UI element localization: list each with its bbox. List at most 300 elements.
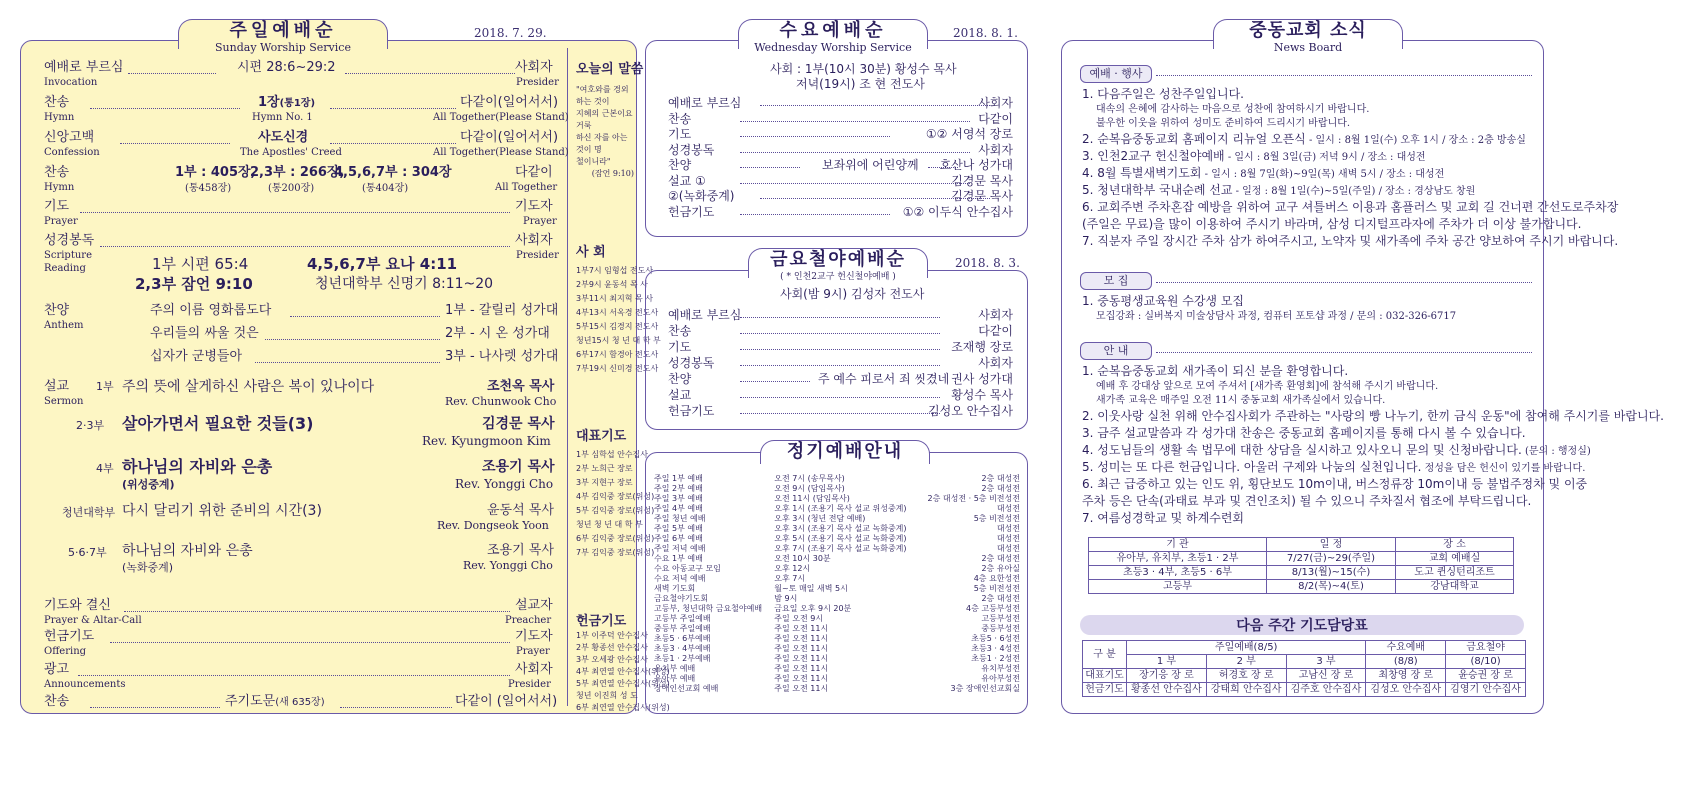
news-item [1082, 86, 1244, 102]
sunday-title-tab [178, 19, 388, 54]
rep-item: 5부 김익중 장로(위성) [576, 506, 655, 515]
hymn-number-en: Hymn No. 1 [252, 112, 313, 123]
camp-header [1089, 538, 1514, 552]
schedule-row [652, 624, 1022, 634]
sermon-preacher1: 조천옥 목사 [487, 379, 555, 394]
hymn-en: Hymn [44, 112, 75, 123]
leader-dots [340, 707, 452, 708]
reading-en2: Reading [44, 263, 86, 274]
schedule-time: 오전 7시 (송무목사) [774, 474, 845, 483]
sermon-title1: 주의 뜻에 살게하신 사람은 복이 있나이다 [122, 379, 375, 395]
schedule-place: 중등부성전 [981, 624, 1020, 633]
news-item [1082, 425, 1526, 441]
mc-item: 4부13시 서옥경 전도사 [576, 308, 659, 317]
leader-dots [100, 246, 510, 247]
schedule-place: 2층 대성전 [981, 554, 1020, 563]
service-item-label: 기도 [668, 340, 692, 354]
hymn-label: 찬송 [44, 95, 70, 110]
prayer-duty-banner [1080, 615, 1524, 635]
sermon-preacher567: 조용기 목사 [487, 543, 554, 558]
leader-dots [290, 316, 440, 317]
camp-table [1088, 537, 1514, 594]
leader-dots [90, 108, 240, 109]
service-item-role: 다같이 [978, 111, 1013, 126]
confession-role-en: All Together(Please Stand) [433, 147, 569, 158]
section-rule [1156, 75, 1532, 76]
schedule-row [652, 484, 1022, 494]
sunday-date: 2018. 7. 29. [474, 26, 547, 40]
off-item: 2부 황종선 안수집사 [576, 643, 648, 652]
schedule-service: 유치부 예배 [654, 664, 696, 673]
hymn-role-en: All Together(Please Stand) [433, 112, 569, 123]
mc-item: 7부19시 신미경 전도사 [576, 364, 659, 373]
schedule-row [652, 544, 1022, 554]
pray-header-cell: 3 부 [1286, 655, 1366, 669]
pray-header-cell: (8/10) [1446, 655, 1526, 669]
pray-cell: 김주호 안수집사 [1286, 683, 1366, 697]
schedule-row [652, 674, 1022, 684]
news-title-tab [1213, 19, 1403, 54]
schedule-row [652, 644, 1022, 654]
schedule-service: 금요철야기도회 [654, 594, 709, 603]
sermon-preacher567-en: Rev. Yonggi Cho [463, 559, 553, 572]
schedule-time: 금요일 오후 9시 20분 [774, 604, 852, 613]
service-item-label: 찬송 [668, 111, 692, 126]
pray-header-cell: 금요철야 [1446, 641, 1526, 655]
confession-en: Confession [44, 147, 100, 158]
friday-presider: 사회(밤 9시) 김성자 전도사 [780, 287, 925, 301]
schedule-place: 3층 장애인선교회실 [950, 684, 1020, 693]
today-word-title: 오늘의 말씀 [576, 62, 644, 77]
leader-dots [740, 214, 890, 215]
reading-part1: 1부 시편 65:4 [152, 255, 249, 273]
pray-header-cell: 구 분 [1083, 641, 1127, 669]
news-item-title: 2. 이웃사랑 실천 위해 안수집사회가 주관하는 "사랑의 빵 나누기, 한끼 금식 운동"에 참여해 주시기를 바랍니다. [1082, 409, 1664, 423]
schedule-time: 오전 11시 (담임목사) [774, 494, 850, 503]
section-worship-events: 예배 · 행사 [1080, 65, 1152, 83]
friday-title: 금요철야예배순 [770, 249, 906, 270]
service-item-label: ②(녹화중계) [668, 189, 735, 203]
anthem-choir2: 2부 - 시 온 성가대 [445, 326, 550, 341]
service-item-role: 사회자 [978, 308, 1013, 322]
leader-dots [265, 339, 440, 340]
sunday-subtitle: Sunday Worship Service [215, 41, 351, 54]
hymn-old3: (통404장) [362, 183, 409, 194]
leader-dots [330, 108, 456, 109]
service-item-label: 성경봉독 [668, 356, 715, 370]
schedule-time: 주일 오전 11시 [774, 664, 829, 673]
announce-en: Announcements [44, 679, 126, 690]
mc-item: 2부9시 윤동석 목 사 [576, 280, 648, 289]
sermon-label: 설교 [44, 379, 70, 394]
hymn-old2: (통200장) [268, 183, 315, 194]
section-rule [1156, 352, 1532, 353]
news-item-detail: - 일시 : 8월 1일(수) 오후 1시 / 장소 : 2층 방송실 [1305, 135, 1526, 146]
schedule-service: 고등부 주일예배 [654, 614, 711, 623]
friday-subtitle: ( * 인천2교구 헌신철야예배 ) [780, 272, 896, 282]
news-item [1082, 131, 1526, 149]
news-item [1082, 363, 1348, 379]
regular-schedule [652, 474, 1022, 694]
schedule-time: 오후 7시 [774, 574, 806, 583]
schedule-service: 고등부, 청년대학 금요철야예배 [654, 604, 763, 613]
service-item-role: 사회자 [978, 356, 1013, 370]
offering-label: 헌금기도 [44, 629, 95, 644]
news-item-title: 4. 8월 특별새벽기도회 [1082, 166, 1202, 180]
sermon-part-youth: 청년대학부 [62, 506, 116, 519]
news-item-title: 7. 여름성경학교 및 하계수련회 [1082, 511, 1244, 525]
news-item-detail: - 일정 : 8월 1일(수)~5일(주일) / 장소 : 경상남도 창원 [1232, 186, 1476, 197]
schedule-row [652, 614, 1022, 624]
service-item-label: 예배로 부르심 [668, 308, 742, 322]
wednesday-date: 2018. 8. 1. [953, 26, 1018, 40]
news-item [1082, 476, 1587, 492]
hymn-role: 다같이 [515, 165, 553, 180]
hymn-label: 찬송 [44, 165, 70, 180]
service-item-label: 찬양 [668, 158, 692, 172]
invocation-label: 예배로 부르심 [44, 60, 124, 75]
rep-item: 1부 심학섭 안수집사 [576, 450, 648, 459]
pray-header-cell: 주일예배(8/5) [1127, 641, 1366, 655]
schedule-service: 수요 아동교구 모임 [654, 564, 721, 573]
pray-cell: 헌금기도 [1083, 683, 1127, 697]
news-item-sub: 새가족 교육은 매주일 오전 11시 중동교회 새가족실에서 있습니다. [1096, 395, 1386, 406]
offering-role: 기도자 [515, 629, 553, 644]
schedule-time: 오후 7시 (조용기 목사 설교 녹화중계) [774, 544, 907, 553]
section-info: 안 내 [1080, 342, 1152, 360]
camp-cell: 고등부 [1089, 580, 1267, 594]
reading-role-en: Presider [516, 250, 559, 261]
schedule-service: 중등부 주일예배 [654, 624, 711, 633]
news-item-title: 3. 인천2교구 헌신철야예배 [1082, 149, 1225, 163]
news-item-detail: - 일시 : 8월 7일(화)~9일(목) 새벽 5시 / 장소 : 대성전 [1201, 169, 1445, 180]
schedule-time: 주일 오전 11시 [774, 644, 829, 653]
sermon-part567: 5·6·7부 [68, 546, 107, 559]
pray-row [1083, 669, 1526, 683]
service-item-label: 설교 ① [668, 173, 706, 188]
pray-header-cell: 1 부 [1127, 655, 1207, 669]
news-item-sub: 모집강좌 : 실버복지 미술상담사 과정, 컴퓨터 포토샵 과정 / 문의 : 032-326-6717 [1096, 311, 1457, 322]
schedule-row [652, 494, 1022, 504]
news-item [1082, 510, 1244, 526]
schedule-row [652, 634, 1022, 644]
service-item-label: 헌금기도 [668, 404, 715, 418]
service-item-role: ①② 이두식 안수집사 [902, 204, 1013, 219]
pray-cell: 대표기도 [1083, 669, 1127, 683]
service-item-label: 설교 [668, 388, 692, 402]
rep-item: 4부 김익중 장로(위성) [576, 492, 655, 501]
schedule-place: 2층 대성전 · 5층 비전성전 [927, 494, 1020, 503]
anthem-song1: 주의 이름 영화롭도다 [150, 303, 272, 318]
leader-dots [80, 212, 510, 213]
hymn-role-en: All Together [495, 182, 558, 193]
schedule-service: 주일 3부 예배 [654, 494, 703, 503]
camp-cell: 도고 퀸싱턴리조트 [1396, 566, 1514, 580]
regular-title-tab [760, 440, 930, 464]
camp-cell: 강남대학교 [1396, 580, 1514, 594]
camp-cell: 교회 예배실 [1396, 552, 1514, 566]
schedule-service: 주일 2부 예배 [654, 484, 703, 493]
reading-part23: 2,3부 잠언 9:10 [135, 275, 253, 293]
mc-item: 6부17시 함경아 전도사 [576, 350, 659, 359]
hymn-part2: 2,3부 : 266장, [250, 165, 345, 180]
news-item-detail: 정성을 담은 헌신이 있기를 바랍니다. [1421, 463, 1586, 474]
off-item: 3부 오세광 안수집사 [576, 655, 648, 664]
off-item: 청년 이진희 성 도 [576, 691, 638, 700]
leader-dots [345, 73, 515, 74]
today-word-text [576, 84, 634, 180]
reading-youth: 청년대학부 신명기 8:11~20 [315, 276, 494, 292]
schedule-place: 초등1 · 2성전 [971, 654, 1020, 663]
wednesday-presider2: 저녁(19시) 조 현 전도사 [796, 77, 925, 91]
news-item-title: 5. 성미는 또 다른 헌금입니다. 아울러 구제와 나눔의 실천입니다. [1082, 460, 1422, 474]
schedule-row [652, 554, 1022, 564]
schedule-service: 수요 1부 예배 [654, 554, 703, 563]
schedule-time: 오후 1시 (조용기 목사 설교 위성중계) [774, 504, 907, 513]
pray-cell: 황종선 안수집사 [1127, 683, 1207, 697]
hymn-en: Hymn [44, 182, 75, 193]
off-item: 4부 최연열 안수집사(위성) [576, 667, 670, 676]
service-item-role: 조재행 장로 [951, 340, 1013, 354]
schedule-place: 유치부성전 [981, 664, 1020, 673]
schedule-time: 주일 오전 11시 [774, 634, 829, 643]
leader-dots [740, 397, 940, 398]
word-line: "여호와를 경외하는 것이 [576, 85, 629, 106]
news-item [1082, 442, 1591, 460]
schedule-time: 오후 3시 (조용기 목사 설교 녹화중계) [774, 524, 907, 533]
camp-header-cell: 기 관 [1089, 538, 1267, 552]
news-item-title: 1. 다음주일은 성찬주일입니다. [1082, 87, 1244, 101]
news-item [1082, 199, 1618, 215]
schedule-place: 대성전 [996, 544, 1020, 553]
wednesday-subtitle: Wednesday Worship Service [754, 41, 912, 54]
camp-header-cell: 장 소 [1396, 538, 1514, 552]
leader-dots [124, 611, 510, 612]
wednesday-presider1: 사회 : 1부(10시 30분) 황성수 목사 [770, 62, 957, 76]
schedule-service: 새벽 기도회 [654, 584, 696, 593]
schedule-row [652, 514, 1022, 524]
schedule-place: 초등5 · 6성전 [971, 634, 1020, 643]
schedule-time: 주일 오전 11시 [774, 654, 829, 663]
service-item-label: 찬송 [668, 324, 692, 338]
camp-row [1089, 552, 1514, 566]
news-item [1082, 182, 1475, 200]
pray-row [1083, 683, 1526, 697]
service-item-role: 사회자 [978, 96, 1013, 110]
announce-role: 사회자 [515, 662, 553, 677]
anthem-choir1: 1부 - 갈릴리 성가대 [445, 303, 559, 318]
anthem-label: 찬양 [44, 303, 70, 318]
announce-role-en: Presider [508, 679, 551, 690]
schedule-place: 2층 유아실 [981, 564, 1020, 573]
schedule-place: 고등부성전 [981, 614, 1020, 623]
news-item-title: 6. 최근 급증하고 있는 인도 위, 횡단보도 10m이내, 버스정류장 10m이내 등 불법주정차 및 이중 [1082, 477, 1588, 491]
news-item [1082, 408, 1664, 424]
sunday-title: 주일예배순 [229, 20, 337, 41]
sermon-part4: 4부 [96, 462, 114, 475]
service-item-role: 권사 성가대 [951, 372, 1013, 386]
schedule-time: 주일 오전 11시 [774, 684, 829, 693]
schedule-row [652, 534, 1022, 544]
leader-dots [90, 707, 220, 708]
prayer-label: 기도 [44, 199, 70, 214]
sermon-title23: 살아가면서 필요한 것들(3) [122, 414, 314, 433]
friday-title-tab [748, 248, 928, 282]
pray-cell: 고남신 장 로 [1286, 669, 1366, 683]
news-item-detail: (문의 : 행정실) [1521, 446, 1591, 457]
mc-item: 1부7시 임형섭 전도사 [576, 266, 654, 275]
schedule-service: 주일 5부 예배 [654, 524, 703, 533]
schedule-time: 오전 10시 30분 [774, 554, 831, 563]
news-item-title: 1. 중동평생교육원 수강생 모집 [1082, 294, 1244, 308]
camp-cell: 초등3 · 4부, 초등5 · 6부 [1089, 566, 1267, 580]
anthem-song2: 우리들의 싸울 것은 [150, 326, 259, 341]
schedule-time: 주일 오전 11시 [774, 624, 829, 633]
prayer-role-en: Prayer [523, 216, 557, 227]
mc-list [576, 245, 661, 376]
leader-dots [255, 362, 440, 363]
schedule-place: 5층 비전성전 [973, 514, 1020, 523]
news-title: 중동교회 소식 [1249, 20, 1367, 41]
schedule-place: 4층 요한성전 [973, 574, 1020, 583]
pray-cell: 최창영 장 로 [1366, 669, 1446, 683]
service-item-role: 다같이 [978, 324, 1013, 338]
news-item [1082, 165, 1444, 183]
news-item-detail: - 일시 : 8월 3일(금) 저녁 9시 / 장소 : 대성전 [1224, 152, 1426, 163]
news-item-sub: 불우한 이웃을 위하여 성미도 준비하여 드리시기 바랍니다. [1096, 118, 1351, 129]
hymn-part3: 4,5,6,7부 : 304장 [334, 165, 452, 180]
anthem-song3: 십자가 군병들아 [150, 349, 243, 364]
schedule-row [652, 564, 1022, 574]
leader-dots [330, 143, 456, 144]
leader-dots [740, 317, 940, 318]
leader-dots [740, 167, 800, 168]
word-line: 철이니라" [576, 157, 611, 166]
news-item [1082, 216, 1581, 232]
leader-dots [740, 136, 890, 137]
prayer-duty-title: 다음 주간 기도담당표 [1236, 618, 1368, 634]
service-item-role: 김경문 목사 [951, 173, 1013, 188]
off-item: 6부 최연열 안수집사(위성) [576, 703, 670, 712]
schedule-service: 초등1 · 2부예배 [654, 654, 711, 663]
rep-item: 7부 김익중 장로(위성) [576, 548, 655, 557]
rep-item: 청년 청 년 대 학 부 [576, 520, 643, 529]
schedule-place: 유아부성전 [981, 674, 1020, 683]
offering-prayer-list [576, 614, 670, 714]
pray-header-cell: 2 부 [1206, 655, 1286, 669]
news-item-title: 주차 등은 단속(과태료 부과 및 견인조치) 될 수 있으니 주차질서 협조에 부탁드립니다. [1082, 494, 1532, 508]
news-item-title: 4. 성도님들의 생활 속 법무에 대한 상담을 실시하고 있사오니 문의 및 신청바랍니다. [1082, 443, 1522, 457]
service-item-role: 김경문 목사 [951, 189, 1013, 203]
section-rule [1156, 282, 1532, 283]
wednesday-title: 수요예배순 [779, 20, 887, 41]
schedule-service: 주일 4부 예배 [654, 504, 703, 513]
creed-title: 사도신경 [258, 130, 309, 145]
camp-cell: 7/27(금)~29(주일) [1266, 552, 1395, 566]
schedule-service: 초등3 · 4부예배 [654, 644, 711, 653]
leader-dots [740, 413, 940, 414]
camp-header-cell: 일 정 [1266, 538, 1395, 552]
hymn-label: 찬송 [44, 694, 70, 709]
schedule-time: 오후 3시 (청년 전담 예배) [774, 514, 866, 523]
leader-dots [740, 365, 940, 366]
leader-dots [128, 73, 216, 74]
sermon-part1: 1부 [96, 380, 114, 393]
invocation-role-en: Presider [516, 77, 559, 88]
leader-dots [78, 675, 510, 676]
schedule-time: 오후 5시 (조용기 목사 설교 녹화중계) [774, 534, 907, 543]
schedule-row [652, 574, 1022, 584]
altar-en: Prayer & Altar-Call [44, 615, 142, 626]
sermon-preacher-youth: 윤동석 목사 [487, 503, 554, 518]
rep-item: 2부 노희근 장로 [576, 464, 633, 473]
leader-dots [740, 381, 810, 382]
rep-item: 6부 김익중 장로(위성) [576, 534, 655, 543]
mc-item: 청년15시 청 년 대 학 부 [576, 336, 661, 345]
pray-header [1083, 641, 1526, 655]
pray-cell: 윤승권 장 로 [1446, 669, 1526, 683]
schedule-time: 주일 오전 11시 [774, 674, 829, 683]
news-item-title: 7. 직분자 주일 장시간 주차 삼가 하여주시고, 노약자 및 새가족에 주차 공간 양보하여 주시기 바랍니다. [1082, 234, 1619, 248]
sermon-preacher23: 김경문 목사 [482, 416, 555, 432]
service-item-label: 기도 [668, 127, 692, 141]
invocation-en: Invocation [44, 77, 98, 88]
news-item [1082, 293, 1244, 309]
pray-subheader [1083, 655, 1526, 669]
news-item [1082, 148, 1426, 166]
word-ref: (잠언 9:10) [591, 169, 634, 178]
news-item-title: (주일은 무료)을 많이 이용하여 주시기 바라며, 삼성 디지털프라자에 주차가 더 이상 불가합니다. [1082, 217, 1582, 231]
sermon-preacher23-en: Rev. Kyungmoon Kim [422, 434, 551, 448]
schedule-service: 유아부 예배 [654, 674, 696, 683]
news-item-title: 2. 순복음중동교회 홈페이지 리뉴얼 오픈식 [1082, 132, 1306, 146]
news-item [1082, 459, 1585, 477]
leader-dots [740, 152, 970, 153]
news-item [1082, 233, 1618, 249]
rep-item: 3부 지현구 장로 [576, 478, 633, 487]
prayer-duty-table [1082, 640, 1526, 697]
schedule-time: 오전 9시 (담임목사) [774, 484, 845, 493]
schedule-row [652, 604, 1022, 614]
confession-role: 다같이(일어서서) [460, 130, 559, 145]
service-item-song: 보좌위에 어린양께 [822, 158, 919, 172]
schedule-service: 주일 6부 예배 [654, 534, 703, 543]
news-item-sub: 예배 후 강대상 앞으로 모여 주셔서 [새가족 환영회]에 참석해 주시기 바랍니다. [1096, 381, 1439, 392]
leader-dots [740, 333, 940, 334]
mc-item: 3부11시 최지혁 목 사 [576, 294, 653, 303]
anthem-choir3: 3부 - 나사렛 성가대 [445, 349, 559, 364]
news-item-title: 6. 교회주변 주차혼잡 예방을 위하여 교구 셔틀버스 이용과 홈플러스 및 교회 길 건너편 간선도로주차장 [1082, 200, 1619, 214]
offering-role-en: Prayer [516, 646, 550, 657]
altar-label: 기도와 결신 [44, 598, 111, 613]
leader-dots [110, 642, 510, 643]
off-item: 1부 이주덕 안수집사 [576, 631, 648, 640]
word-line: 하신 자를 아는 것이 명 [576, 133, 628, 154]
service-item-role: 호산나 성가대 [939, 158, 1013, 172]
pray-cell: 김성오 안수집사 [1366, 683, 1446, 697]
announce-label: 광고 [44, 662, 70, 677]
schedule-service: 초등5 · 6부예배 [654, 634, 711, 643]
camp-cell: 8/2(목)~4(토) [1266, 580, 1395, 594]
today-word [576, 62, 644, 77]
schedule-table [652, 474, 1022, 694]
schedule-service: 장애인선교회 예배 [654, 684, 719, 693]
wednesday-title-tab [738, 19, 928, 54]
schedule-row [652, 524, 1022, 534]
lords-prayer: 주기도문(새 635장) [225, 694, 325, 709]
hymn-part1: 1부 : 405장, [175, 165, 256, 180]
sermon-title4: 하나님의 자비와 은총 [122, 457, 273, 476]
